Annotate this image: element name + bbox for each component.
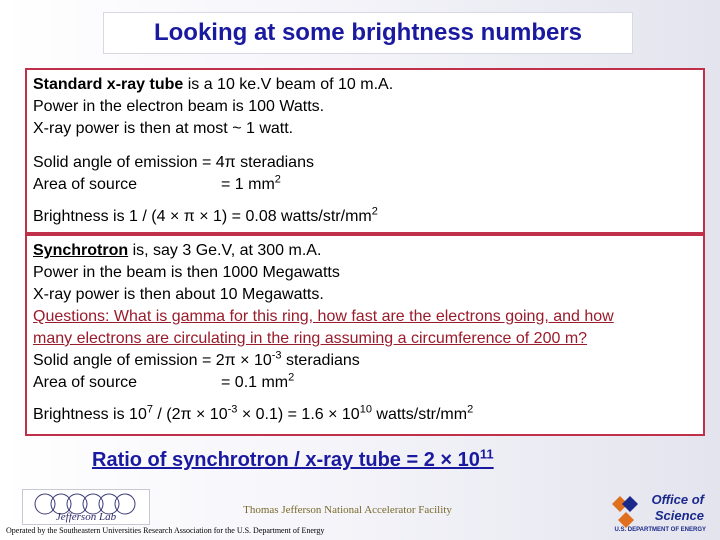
svg-text:U.S. DEPARTMENT OF ENERGY: U.S. DEPARTMENT OF ENERGY: [614, 527, 706, 533]
ratio-text: Ratio of synchrotron / x-ray tube = 2 × 10: [92, 449, 480, 471]
xray-line-1-rest: is a 10 ke.V beam of 10 m.A.: [183, 76, 394, 93]
sync-solid-angle-a: Solid angle of emission = 2π × 10: [33, 352, 272, 369]
sync-solid-angle: [33, 350, 697, 372]
synchrotron-heading: Synchrotron: [33, 242, 129, 259]
sync-br-c: × 0.1) = 1.6 × 10: [237, 406, 360, 423]
sync-brightness: [33, 404, 697, 426]
sync-line-1: [33, 240, 697, 262]
xray-line-2: Power in the electron beam is 100 Watts.: [33, 98, 325, 115]
xray-brightness: [33, 206, 697, 228]
sync-line-3: X-ray power is then about 10 Megawatts.: [33, 286, 324, 303]
sync-solid-angle-exp: -3: [271, 349, 282, 362]
sync-br-b: / (2π × 10: [152, 406, 228, 423]
synchrotron-box: [25, 234, 705, 436]
sync-br-exp2: -3: [227, 403, 238, 416]
xray-tube-box: [25, 68, 705, 234]
xray-area-value: = 1 mm: [221, 176, 275, 193]
xray-brightness-exp: 2: [371, 205, 378, 218]
sync-solid-angle-b: steradians: [281, 352, 360, 369]
xray-solid-angle: Solid angle of emission = 4π steradians: [33, 154, 314, 171]
ratio-statement: [92, 446, 494, 472]
jefferson-lab-logo: [22, 489, 150, 525]
sync-line-1-rest: is, say 3 Ge.V, at 300 m.A.: [128, 242, 322, 259]
svg-text:Jefferson Lab: Jefferson Lab: [55, 511, 117, 523]
sync-area-exp: 2: [288, 371, 295, 384]
svg-text:Science: Science: [654, 508, 704, 523]
doe-office-of-science-logo: [610, 490, 710, 534]
sync-br-exp4: 2: [467, 403, 474, 416]
xray-area-label: Area of source: [33, 176, 138, 193]
lab-name: Thomas Jefferson National Accelerator Facility: [243, 504, 452, 516]
sync-br-exp3: 10: [359, 403, 372, 416]
sync-question-1: Questions: What is gamma for this ring, how fast are the electrons going, and how: [33, 308, 614, 325]
xray-line-1: [33, 74, 697, 96]
xray-brightness-text: Brightness is 1 / (4 × π × 1) = 0.08 watts/str/mm: [33, 208, 372, 225]
xray-area-exp: 2: [274, 173, 281, 186]
xray-line-3: X-ray power is then at most ~ 1 watt.: [33, 120, 294, 137]
xray-tube-heading: Standard x-ray tube: [33, 76, 184, 93]
sync-br-a: Brightness is 10: [33, 406, 147, 423]
sync-line-2: Power in the beam is then 1000 Megawatts: [33, 264, 340, 281]
sync-area: [33, 372, 697, 394]
operated-by: Operated by the Southeastern Universities Research Association for the U.S. Department of Energy: [6, 526, 325, 535]
svg-text:Office of: Office of: [651, 492, 704, 507]
sync-br-d: watts/str/mm: [371, 406, 468, 423]
doe-logo-icon: [610, 490, 710, 534]
slide-title: Looking at some brightness numbers: [153, 19, 583, 46]
ratio-exp: 11: [479, 446, 494, 462]
sync-area-value: = 0.1 mm: [221, 374, 289, 391]
jefferson-lab-logo-icon: [23, 490, 149, 524]
sync-br-exp1: 7: [146, 403, 153, 416]
title-bar: [103, 12, 633, 54]
xray-area: [33, 174, 697, 196]
sync-question-2: many electrons are circulating in the ring assuming a circumference of 200 m?: [33, 330, 588, 347]
sync-area-label: Area of source: [33, 374, 138, 391]
